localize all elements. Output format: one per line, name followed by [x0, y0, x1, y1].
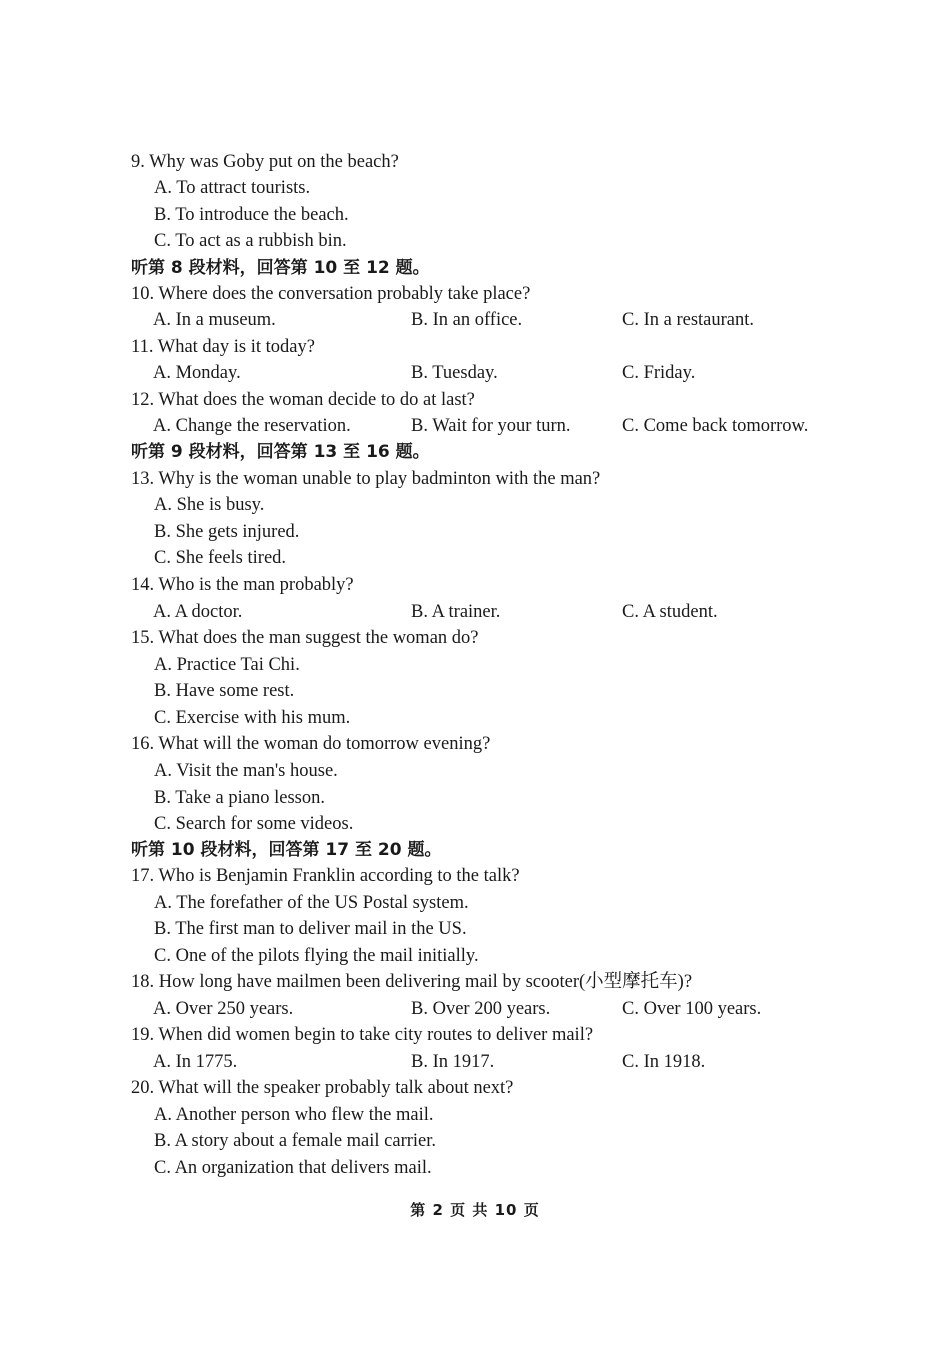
question-16: 16. What will the woman do tomorrow evening? — [131, 734, 491, 754]
q17-option-a: A. The forefather of the US Postal system. — [154, 893, 469, 913]
q16-option-a: A. Visit the man's house. — [154, 761, 338, 781]
q11-options — [0, 361, 950, 385]
q9-option-a: A. To attract tourists. — [154, 178, 311, 198]
question-12: 12. What does the woman decide to do at last? — [131, 390, 475, 410]
q14-option-a: A. A doctor. — [153, 602, 243, 622]
question-13: 13. Why is the woman unable to play badminton with the man? — [131, 469, 601, 489]
q15-option-b: B. Have some rest. — [154, 681, 295, 701]
q20-option-b: B. A story about a female mail carrier. — [154, 1131, 437, 1151]
question-11: 11. What day is it today? — [131, 337, 315, 357]
q18-option-c: C. Over 100 years. — [622, 999, 762, 1019]
q12-option-b: B. Wait for your turn. — [411, 416, 571, 436]
q16-option-b: B. Take a piano lesson. — [154, 788, 325, 808]
q15-option-a: A. Practice Tai Chi. — [154, 655, 300, 675]
q19-option-b: B. In 1917. — [411, 1052, 495, 1072]
q16-option-c: C. Search for some videos. — [154, 814, 354, 834]
q10-option-b: B. In an office. — [411, 310, 523, 330]
question-9: 9. Why was Goby put on the beach? — [131, 152, 399, 172]
q11-option-b: B. Tuesday. — [411, 363, 498, 383]
question-18: 18. How long have mailmen been delivering mail by scooter(小型摩托车)? — [131, 972, 693, 992]
section-9-heading: 听第 9 段材料，回答第 13 至 16 题。 — [131, 442, 430, 462]
q12-options — [0, 414, 950, 438]
question-10: 10. Where does the conversation probably take place? — [131, 284, 531, 304]
question-20: 20. What will the speaker probably talk about next? — [131, 1078, 514, 1098]
q17-option-c: C. One of the pilots flying the mail initially. — [154, 946, 479, 966]
question-14: 14. Who is the man probably? — [131, 575, 354, 595]
page-footer: 第 2 页 共 10 页 — [410, 1201, 540, 1219]
q14-option-b: B. A trainer. — [411, 602, 501, 622]
q12-option-c: C. Come back tomorrow. — [622, 416, 809, 436]
q18-option-b: B. Over 200 years. — [411, 999, 551, 1019]
question-15: 15. What does the man suggest the woman do? — [131, 628, 479, 648]
q9-option-b: B. To introduce the beach. — [154, 205, 349, 225]
q18-option-a: A. Over 250 years. — [153, 999, 294, 1019]
q19-option-c: C. In 1918. — [622, 1052, 706, 1072]
q10-option-c: C. In a restaurant. — [622, 310, 755, 330]
q11-option-a: A. Monday. — [153, 363, 241, 383]
q12-option-a: A. Change the reservation. — [153, 416, 351, 436]
q17-option-b: B. The first man to deliver mail in the US. — [154, 919, 467, 939]
q13-option-b: B. She gets injured. — [154, 522, 300, 542]
question-19: 19. When did women begin to take city routes to deliver mail? — [131, 1025, 594, 1045]
q14-option-c: C. A student. — [622, 602, 718, 622]
q15-option-c: C. Exercise with his mum. — [154, 708, 351, 728]
q11-option-c: C. Friday. — [622, 363, 696, 383]
q19-option-a: A. In 1775. — [153, 1052, 238, 1072]
q19-options — [0, 1050, 950, 1074]
section-10-heading: 听第 10 段材料，回答第 17 至 20 题。 — [131, 840, 442, 860]
q10-option-a: A. In a museum. — [153, 310, 276, 330]
q13-option-c: C. She feels tired. — [154, 548, 287, 568]
q18-options — [0, 997, 950, 1021]
question-17: 17. Who is Benjamin Franklin according to the talk? — [131, 866, 520, 886]
q9-option-c: C. To act as a rubbish bin. — [154, 231, 347, 251]
q20-option-a: A. Another person who flew the mail. — [154, 1105, 434, 1125]
section-8-heading: 听第 8 段材料，回答第 10 至 12 题。 — [131, 258, 430, 278]
q14-options — [0, 600, 950, 624]
q13-option-a: A. She is busy. — [154, 495, 265, 515]
q20-option-c: C. An organization that delivers mail. — [154, 1158, 432, 1178]
q10-options — [0, 308, 950, 332]
